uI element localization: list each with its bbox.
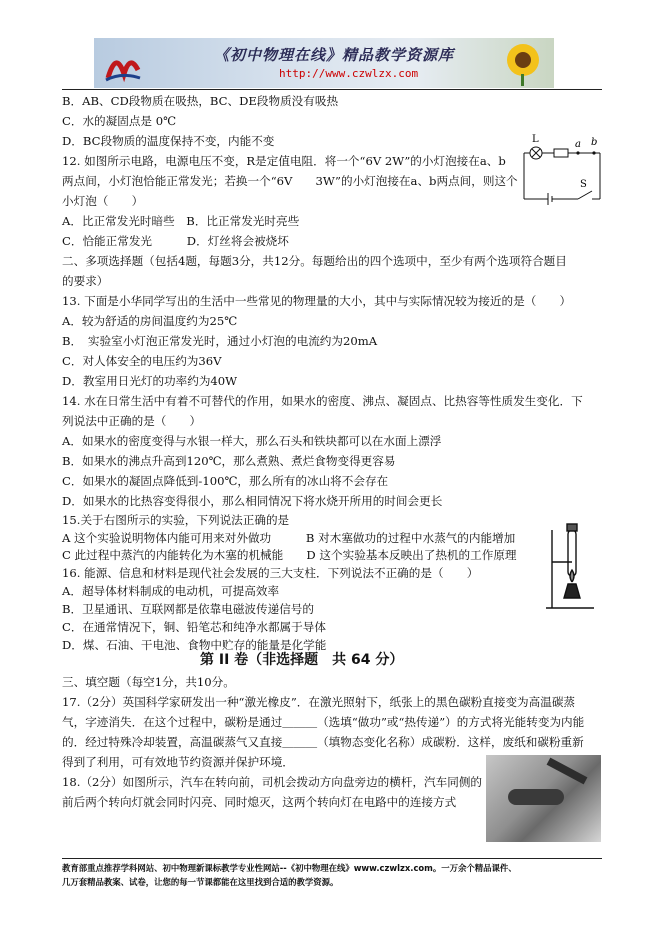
question-line: 16. 能源、信息和材料是现代社会发展的三大支柱．下列说法不正确的是（ ） bbox=[62, 566, 479, 580]
steering-stalk-lever bbox=[547, 758, 588, 785]
question-line: 二、多项选择题（包括4题，每题3分，共12分。每题给出的四个选项中，至少有两个选项符合题目 bbox=[62, 254, 567, 268]
circuit-label-S: S bbox=[580, 179, 587, 190]
question-line: 列说法中正确的是（ ） bbox=[62, 414, 202, 428]
question-line: C．在通常情况下，铜、铅笔芯和纯净水都属于导体 bbox=[62, 620, 326, 634]
question-line: D．BC段物质的温度保持不变，内能不变 bbox=[62, 134, 275, 148]
question-line: 12. 如图所示电路，电源电压不变，R是定值电阻．将一个“6V 2W”的小灯泡接在a、b bbox=[62, 154, 506, 168]
question-line: 两点间，小灯泡恰能正常发光；若换一个“6V 3W”的小灯泡接在a、b两点间，则这个 bbox=[62, 174, 518, 188]
question-line: A．如果水的密度变得与水银一样大，那么石头和铁块都可以在水面上漂浮 bbox=[62, 434, 442, 448]
question-line: 18.（2分）如图所示，汽车在转向前，司机会拨动方向盘旁边的横杆，汽车同侧的 bbox=[62, 775, 483, 789]
banner-url[interactable]: http://www.czwlzx.com bbox=[279, 67, 419, 80]
question-line: C．水的凝固点是 0℃ bbox=[62, 114, 177, 128]
steering-stalk-knob bbox=[508, 789, 564, 805]
car-turn-signal-photo bbox=[486, 755, 601, 842]
section-title: 第 II 卷（非选择题 共 64 分） bbox=[200, 652, 404, 668]
question-line: A．比正常发光时暗些 B．比正常发光时亮些 bbox=[62, 214, 300, 228]
question-line: B．如果水的沸点升高到120℃，那么煮熟、煮烂食物变得更容易 bbox=[62, 454, 396, 468]
question-line: 13. 下面是小华同学写出的生活中一些常见的物理量的大小，其中与实际情况较为接近的是（ ） bbox=[62, 294, 572, 308]
circuit-label-a: a bbox=[575, 139, 581, 150]
header-banner bbox=[94, 38, 554, 88]
circuit-diagram bbox=[522, 133, 608, 213]
footer-line-1: 教育部重点推荐学科网站、初中物理新课标教学专业性网站--《初中物理在线》www.czwlzx.com。一万余个精品课件、 bbox=[62, 863, 517, 873]
question-line: 的．经过特殊冷却装置，高温碳蒸气又直接＿＿＿（填物态变化名称）成碳粉．这样，废纸和碳粉重新 bbox=[62, 735, 584, 749]
question-line: A．较为舒适的房间温度约为25℃ bbox=[62, 314, 238, 328]
question-line: 前后两个转向灯就会同时闪亮、同时熄灭，这两个转向灯在电路中的连接方式 bbox=[62, 795, 457, 809]
question-line: B．卫星通讯、互联网都是依靠电磁波传递信号的 bbox=[62, 602, 314, 616]
question-line: B． 实验室小灯泡正常发光时，通过小灯泡的电流约为20mA bbox=[62, 334, 378, 348]
question-line: D．如果水的比热容变得很小，那么相同情况下将水烧开所用的时间会更长 bbox=[62, 494, 443, 508]
question-line: A．超导体材料制成的电动机，可提高效率 bbox=[62, 584, 280, 598]
circuit-label-b: b bbox=[591, 137, 598, 148]
question-line: C 此过程中蒸汽的内能转化为木塞的机械能 D 这个实验基本反映出了热机的工作原理 bbox=[62, 548, 517, 562]
question-line: A 这个实验说明物体内能可用来对外做功 B 对木塞做功的过程中水蒸气的内能增加 bbox=[62, 531, 516, 545]
question-line: 小灯泡（ ） bbox=[62, 194, 144, 208]
question-line: D．教室用日光灯的功率约为40W bbox=[62, 374, 238, 388]
banner-title: 《初中物理在线》精品教学资源库 bbox=[214, 46, 455, 64]
question-line: B．AB、CD段物质在吸热，BC、DE段物质没有吸热 bbox=[62, 94, 339, 108]
footer-line-2: 几万套精品教案、试卷，让您的每一节课都能在这里找到合适的教学资源。 bbox=[62, 877, 339, 887]
question-line: 得到了利用，可有效地节约资源并保护环境． bbox=[62, 755, 294, 769]
question-line: 的要求） bbox=[62, 274, 109, 288]
question-line: 气，字迹消失．在这个过程中，碳粉是通过＿＿＿（选填“做功”或“热传递”）的方式将光能转变为内能 bbox=[62, 715, 585, 729]
question-line: 14. 水在日常生活中有着不可替代的作用，如果水的密度、沸点、凝固点、比热容等性质发生变化．下 bbox=[62, 394, 583, 408]
question-line: D．煤、石油、干电池、食物中贮存的能量是化学能 bbox=[62, 638, 327, 652]
question-line: 15.关于右图所示的实验，下列说法正确的是 bbox=[62, 513, 290, 527]
test-tube-apparatus-image bbox=[538, 512, 600, 612]
header-rule bbox=[62, 89, 602, 90]
question-line: C．对人体安全的电压约为36V bbox=[62, 354, 222, 368]
question-line: 17.（2分）英国科学家研发出一种“激光橡皮”．在激光照射下，纸张上的黑色碳粉直接变为高温碳蒸 bbox=[62, 695, 576, 709]
footer-rule bbox=[62, 858, 602, 859]
question-line: C．恰能正常发光 D．灯丝将会被烧坏 bbox=[62, 234, 289, 248]
question-line: C．如果水的凝固点降低到-100℃，那么所有的冰山将不会存在 bbox=[62, 474, 389, 488]
circuit-label-L: L bbox=[532, 134, 539, 145]
sunflower-icon bbox=[494, 40, 552, 86]
question-line: 三、填空题（每空1分，共10分。 bbox=[62, 675, 235, 689]
site-logo-icon bbox=[102, 44, 142, 84]
